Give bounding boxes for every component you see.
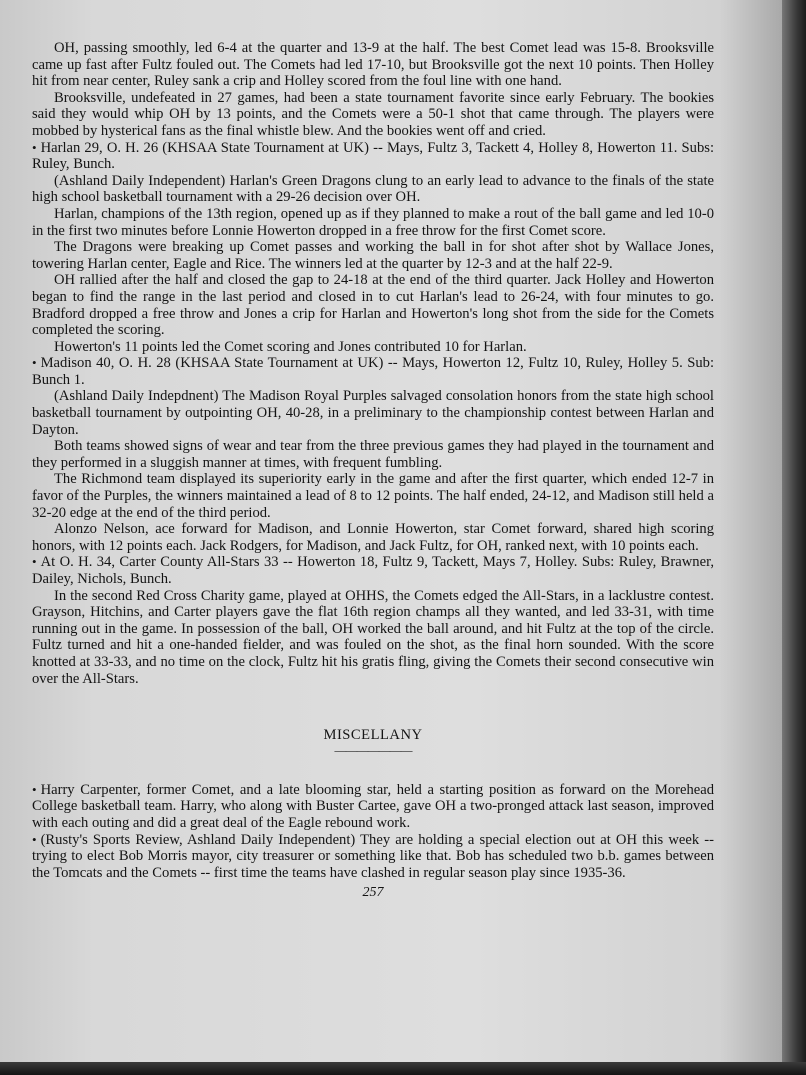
bullet-icon: •: [32, 781, 37, 797]
book-spine-shadow: [782, 0, 806, 1075]
bulleted-entry: [32, 355, 714, 388]
page-bottom-shadow: [0, 1062, 806, 1075]
bulleted-entry: [32, 140, 714, 173]
paragraph-text: OH rallied after the half and closed the gap to 24-18 at the end of the third quarter. Jack Holley and Howerton began to find the range in the last period and closed in to cut Harlan's lead to 26-24, with four minutes to go. Bradford dropped a free throw and Jones a crip for Harlan and Howerton's long shot from the side for the Comets completed the scoring.: [32, 272, 714, 339]
paragraph-text: (Rusty's Sports Review, Ashland Daily Independent) They are holding a special election out at OH this week -- trying to elect Bob Morris mayor, city treasurer or something like that. Bob has scheduled two b.b. games between the Tomcats and the Comets -- first time the teams have clashed in regular season play since 1935-36.: [32, 831, 714, 881]
paragraph-text: (Ashland Daily Indepdnent) The Madison Royal Purples salvaged consolation honors from the state high school basketball tournament by outpointing OH, 40-28, in a preliminary to the championship contest between Harlan and Dayton.: [32, 388, 714, 438]
paragraph: [32, 388, 714, 438]
paragraph: [32, 90, 714, 140]
paragraph: [32, 272, 714, 338]
paragraph: [32, 40, 714, 90]
bulleted-entry: [32, 554, 714, 587]
page-number: 257: [362, 885, 384, 901]
paragraph-text: Both teams showed signs of wear and tear from the three previous games they had played in the tournament and they performed in a sluggish manner at times, with frequent fumbling.: [32, 438, 714, 471]
paragraph: [32, 239, 714, 272]
paragraph-text: (Ashland Daily Independent) Harlan's Green Dragons clung to an early lead to advance to the finals of the state high school basketball tournament with a 29-26 decision over OH.: [32, 172, 714, 206]
heading-underline: ———————: [334, 742, 412, 757]
paragraph: [32, 471, 714, 521]
paragraph-text: The Dragons were breaking up Comet passes and working the ball in for shot after shot by Wallace Jones, towering Harlan center, Eagle and Rice. The winners led at the quarter by 12-3 and at the half 22-9.: [32, 239, 714, 272]
paragraph-text: Brooksville, undefeated in 27 games, had been a state tournament favorite since early February. The bookies said they would whip OH by 13 points, and the Comets were a 50-1 shot that came through. The players were mobbed by hysterical fans as the final whistle blew. And the bookies went off and cried.: [32, 89, 714, 139]
paragraph-text: Howerton's 11 points led the Comet scoring and Jones contributed 10 for Harlan.: [54, 338, 527, 355]
article-body: [32, 40, 714, 687]
miscellany-body: [32, 782, 714, 882]
paragraph-text: Harlan 29, O. H. 26 (KHSAA State Tournament at UK) -- Mays, Fultz 3, Tackett 4, Holley 8, Howerton 11. Subs: Ruley, Bunch.: [32, 139, 714, 173]
paragraph-text: OH, passing smoothly, led 6-4 at the quarter and 13-9 at the half. The best Comet lead was 15-8. Brooksville came up fast after Fultz fouled out. The Comets had led 17-10, but Brooksville got the next 10 points. Then Holley hit from near center, Ruley sank a crip and Holley scored from the foul line with one hand.: [32, 40, 714, 90]
paragraph-text: Harry Carpenter, former Comet, and a late blooming star, held a starting position as forward on the Morehead College basketball team. Harry, who along with Buster Cartee, gave OH a two-pronged attack last season, improved with each outing and did a great deal of the Eagle rebound work.: [32, 781, 714, 831]
paragraph-text: Alonzo Nelson, ace forward for Madison, and Lonnie Howerton, star Comet forward, shared high scoring honors, with 12 points each. Jack Rodgers, for Madison, and Jack Fultz, for OH, ranked next, with 10 points each.: [32, 521, 714, 554]
bulleted-entry: [32, 782, 714, 832]
paragraph: [32, 521, 714, 554]
paragraph-text: At O. H. 34, Carter County All-Stars 33 -- Howerton 18, Fultz 9, Tackett, Mays 7, Holley. Subs: Ruley, Brawner, Dailey, Nichols, Bunch.: [32, 554, 714, 587]
paragraph: [32, 206, 714, 239]
page-content: [32, 40, 714, 902]
bullet-icon: •: [32, 554, 37, 570]
paragraph: [32, 173, 714, 206]
bullet-icon: •: [32, 831, 37, 847]
paragraph-text: In the second Red Cross Charity game, played at OHHS, the Comets edged the All-Stars, in a lacklustre contest. Grayson, Hitchins, and Carter players gave the flat 16th region champs all they wanted, and led 33-31, with time running out in the game. In possession of the ball, OH worked the ball around, and hit Fultz at the top of the circle. Fultz turned and hit a one-handed fielder, and was fouled on the shot, as the final horn sounded. With the score knotted at 33-33, and no time on the clock, Fultz hit his gratis fling, giving the Comets their second consecutive win over the All-Stars.: [32, 587, 714, 687]
paragraph: [32, 339, 714, 356]
bullet-icon: •: [32, 139, 37, 155]
paragraph: [32, 438, 714, 471]
paragraph-text: Madison 40, O. H. 28 (KHSAA State Tournament at UK) -- Mays, Howerton 12, Fultz 10, Ruley, Holley 5. Sub: Bunch 1.: [32, 355, 714, 388]
bulleted-entry: [32, 832, 714, 882]
bullet-icon: •: [32, 355, 37, 371]
paragraph-text: The Richmond team displayed its superiority early in the game and after the first quarter, which ended 12-7 in favor of the Purples, the winners maintained a lead of 8 to 12 points. The half ended, 24-12, and Madison still held a 32-20 edge at the end of the third period.: [32, 471, 714, 521]
paragraph-text: Harlan, champions of the 13th region, opened up as if they planned to make a rout of the ball game and led 10-0 in the first two minutes before Lonnie Howerton dropped in a free throw for the first Comet score.: [32, 205, 714, 239]
section-heading: MISCELLANY: [323, 727, 423, 744]
paragraph: [32, 588, 714, 688]
